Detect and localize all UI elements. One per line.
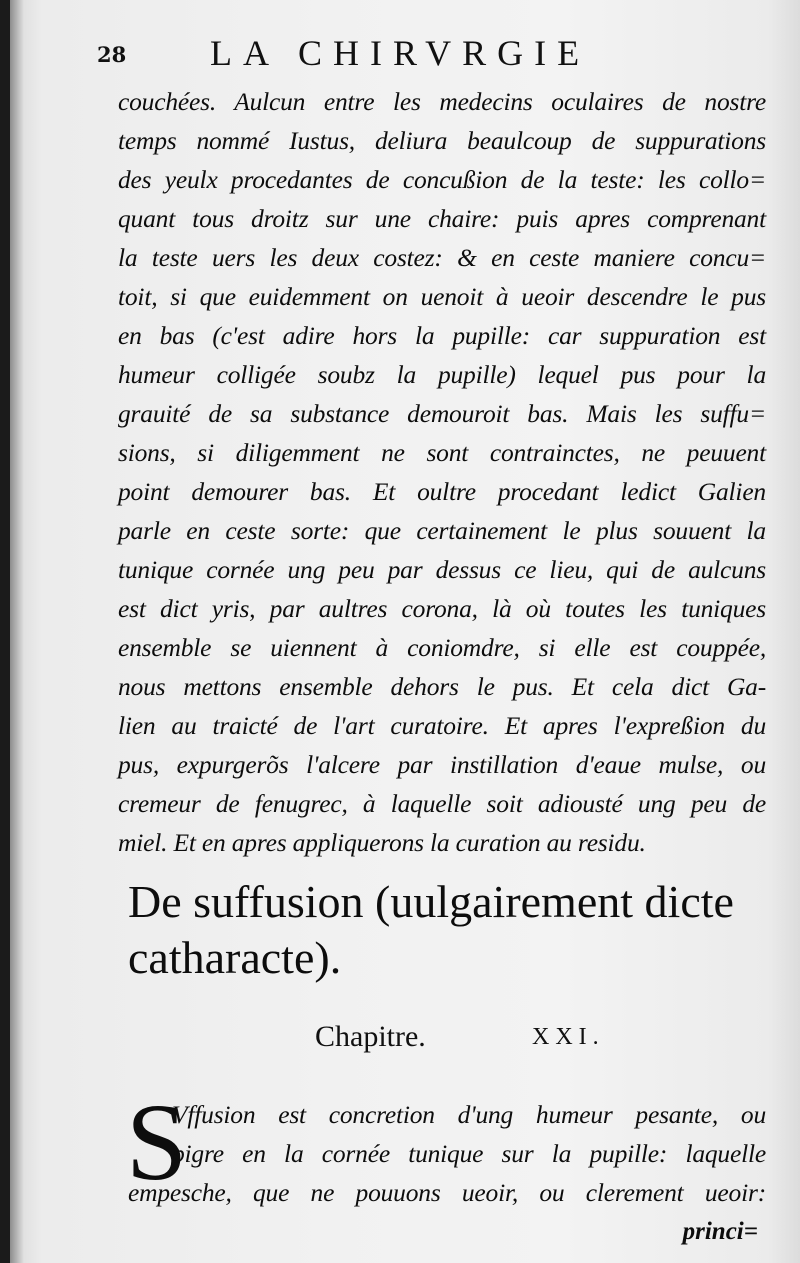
book-page: [10, 0, 800, 1263]
text-line: temps nommé Iustus, deliura beaulcoup de suppurations: [118, 126, 766, 155]
chapter-heading-line: De suffusion (uulgairement dicte: [128, 876, 734, 927]
text-line: cremeur de fenugrec, à laquelle soit adiousté ung peu de: [118, 789, 766, 818]
text-line: lien au traicté de l'art curatoire. Et apres l'expreßion du: [118, 711, 766, 740]
page-number: 28: [97, 42, 127, 67]
page-edge-shadow: [10, 0, 24, 1263]
text-line: couchées. Aulcun entre les medecins oculaires de nostre: [118, 87, 766, 116]
chapter-number: XXI.: [532, 1024, 605, 1050]
text-line: empesche, que ne pouuons ueoir, ou clerement ueoir:: [128, 1178, 766, 1207]
text-line: en bas (c'est adire hors la pupille: car suppuration est: [118, 321, 766, 350]
chapter-heading: [128, 874, 768, 986]
text-line: ensemble se uiennent à coniomdre, si elle est couppée,: [118, 633, 766, 662]
chapter-heading-line: catharacte).: [128, 932, 342, 983]
running-title: LA CHIRVRGIE: [210, 33, 591, 73]
catchword: princi=: [682, 1218, 758, 1245]
drop-cap-initial: S: [126, 1081, 188, 1203]
text-line: des yeulx procedantes de concußion de la teste: les collo=: [118, 165, 766, 194]
text-line: quant tous droitz sur une chaire: puis apres comprenant: [118, 204, 766, 233]
text-line: pus, expurgerõs l'alcere par instillation d'eaue mulse, ou: [118, 750, 766, 779]
text-line: la teste uers les deux costez: & en ceste maniere concu=: [118, 243, 766, 272]
chapter-label: Chapitre.: [315, 1020, 426, 1053]
text-line: point demourer bas. Et oultre procedant ledict Galien: [118, 477, 766, 506]
text-line: nous mettons ensemble dehors le pus. Et cela dict Ga-: [118, 672, 766, 701]
text-line: Vffusion est concretion d'ung humeur pesante, ou: [172, 1100, 766, 1129]
body-text: [118, 82, 766, 862]
chapter-body: [128, 1095, 766, 1212]
text-line: sions, si diligemment ne sont contrainctes, ne peuuent: [118, 438, 766, 467]
text-line: toit, si que euidemment on uenoit à ueoir descendre le pus: [118, 282, 766, 311]
text-line: tunique cornée ung peu par dessus ce lieu, qui de aulcuns: [118, 555, 766, 584]
text-line: est dict yris, par aultres corona, là où toutes les tuniques: [118, 594, 766, 623]
text-line: pigre en la cornée tunique sur la pupille: laquelle: [172, 1139, 766, 1168]
text-line: humeur colligée soubz la pupille) lequel pus pour la: [118, 360, 766, 389]
text-line: miel. Et en apres appliquerons la curation au residu.: [118, 828, 646, 857]
text-line: grauité de sa substance demouroit bas. Mais les suffu=: [118, 399, 766, 428]
text-line: parle en ceste sorte: que certainement le plus souuent la: [118, 516, 766, 545]
running-head: [10, 30, 800, 80]
